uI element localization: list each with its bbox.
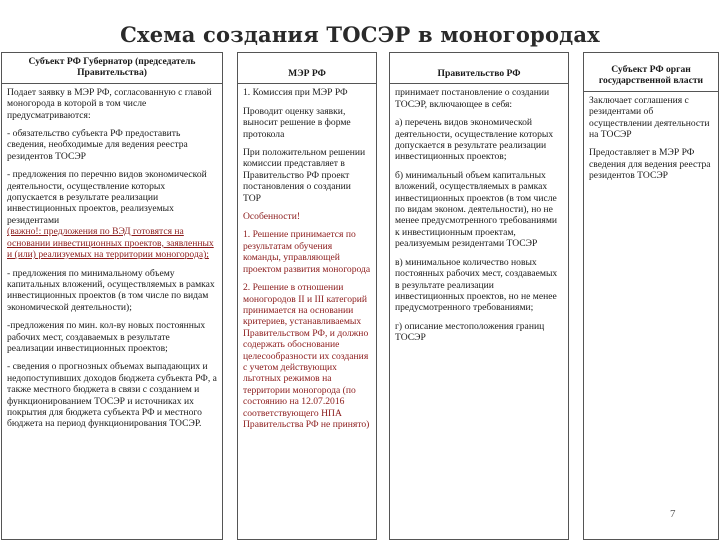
text-item: б) минимальный объем капитальных вложений, осуществляемых в рамках инвестиционных проектов (в том числе по видам эконом. деятельности), но не менее предусмотренного требованиями к инвестиционным проектам, реализуемым резидентами ТОСЭР: [395, 169, 558, 250]
text-item: Подает заявку в МЭР РФ, согласованную с главой моногорода в которой в том числе предусматриваются:: [7, 86, 212, 121]
column-heading: Субъект РФ орган государственной власти: [598, 64, 704, 87]
important-note: (важно!: предложения по ВЭД готовятся на основании инвестиционных проектов, заявленных и (или) реализуемых на территории моногорода);: [7, 226, 214, 261]
text-item: а) перечень видов экономической деятельности, осуществление которых допускается в результате реализации инвестиционных проектов;: [395, 117, 554, 163]
page-title: Схема создания ТОСЭР в моногородах: [120, 22, 600, 47]
text-item: - сведения о прогнозных объемах выпадающих и недопоступивших доходов бюджета субъекта РФ, а также местного бюджета в связи с созданием и функционированием ТОСЭР и источниках их покрытия для бюджета субъекта РФ и местного бюджета на период функционирования ТОСЭР.: [7, 361, 217, 430]
text-item: - предложения по минимальному объему капитальных вложений, осуществляемых в рамках инвестиционных проектов (в том числе по видам экономической деятельности);: [7, 267, 215, 313]
text-item: г) описание местоположения границ ТОСЭР: [395, 320, 545, 344]
divider: [238, 83, 376, 84]
scheme-columns: [1, 52, 719, 540]
column-heading: Субъект РФ Губернатор (председатель Правительства): [28, 56, 196, 79]
column-mer: [237, 52, 377, 540]
special-label: Особенности!: [243, 211, 301, 223]
text-item: - предложения по перечню видов экономической деятельности, осуществление которых допускается в результате реализации инвестиционных проектов, реализуемых резидентами: [7, 169, 207, 226]
column-heading: МЭР РФ: [288, 68, 326, 79]
column-subject-authority: [583, 52, 719, 540]
special-item: 1. Решение принимается по результатам обучения команды, управляющей проектом развития моногорода: [243, 229, 371, 275]
text-item: Предоставляет в МЭР РФ сведения для ведения реестра резидентов ТОСЭР: [589, 147, 711, 182]
text-item: Заключает соглашения с резидентами об осуществлении деятельности на ТОСЭР: [589, 94, 710, 141]
divider: [2, 83, 222, 84]
page-number: 7: [670, 508, 676, 520]
text-item: - обязательство субъекта РФ предоставить сведения, необходимые для ведения реестра резидентов ТОСЭР: [7, 128, 188, 162]
text-item: -предложения по мин. кол-ву новых постоянных рабочих мест, создаваемых в результате реализации инвестиционных проектов;: [7, 320, 206, 354]
text-item: При положительном решении комиссии представляет в Правительство РФ проект постановления о создании ТОР: [243, 147, 366, 204]
column-government: [389, 52, 569, 540]
text-item: 1. Комиссия при МЭР РФ: [243, 87, 348, 99]
column-subject-governor: [1, 52, 223, 540]
text-item: Проводит оценку заявки, выносит решение в форме протокола: [243, 105, 351, 140]
special-item: 2. Решение в отношении моногородов II и III категорий принимается на основании критериев, устанавливаемых Правительством РФ, и должно содержать обоснование целесообразности их создания с учетом действующих льготных режимов на территории моногорода (по состоянию на 12.07.2016 соответствующего НПА Правительства РФ не принято): [243, 282, 370, 430]
text-item: в) минимальное количество новых постоянных рабочих мест, создаваемых в результате реализации инвестиционных проектов, но не менее предусмотренного требованиями;: [395, 256, 558, 314]
divider: [390, 83, 568, 84]
divider: [584, 91, 718, 92]
text-item: принимает постановление о создании ТОСЭР, включающее в себя:: [395, 87, 550, 110]
column-heading: Правительство РФ: [437, 68, 521, 79]
